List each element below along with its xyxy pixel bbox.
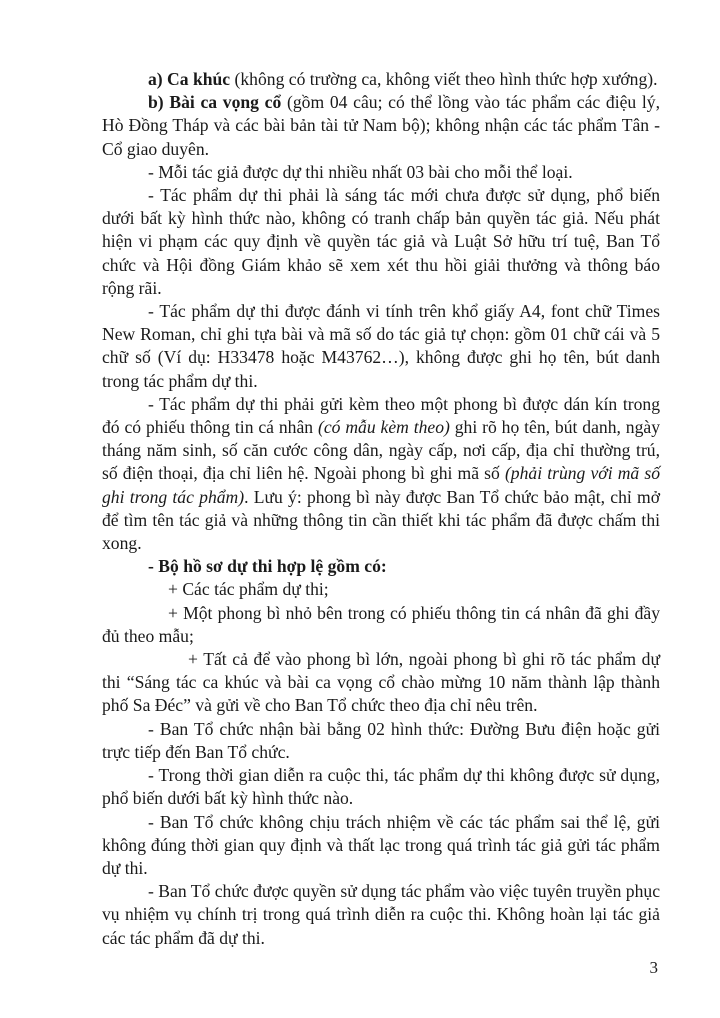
page-number: 3 [649,958,658,977]
paragraph-song [102,68,660,91]
paragraph-dossier-heading [102,555,660,578]
paragraph-format: - Tác phẩm dự thi được đánh vi tính trên khổ giấy A4, font chữ Times New Roman, chỉ ghi tựa bài và mã số do tác giả tự chọn: gồm 01 chữ cái và 5 chữ số (Ví dụ: H33478 hoặc M43762…), không được ghi họ tên, bút danh trong tác phẩm dự thi. [102,301,660,391]
envelope-note-2: (phải trùng với mã số ghi trong tác phẩm) [102,463,660,507]
heading-song: a) Ca khúc [148,69,231,89]
paragraph-originality: - Tác phẩm dự thi phải là sáng tác mới chưa được sử dụng, phổ biến dưới bất kỳ hình thức nào, không có tranh chấp bản quyền tác giả. Nếu phát hiện vi phạm các quy định về quyền tác giả và Luật Sở hữu trí tuệ, Ban Tổ chức và Hội đồng Giám khảo sẽ xem xét thu hồi giải thưởng và thông báo rộng rãi. [102,185,660,298]
paragraph-submission: - Ban Tổ chức nhận bài bằng 02 hình thức: Đường Bưu điện hoặc gửi trực tiếp đến Ban Tổ chức. [102,718,660,762]
paragraph-rights: - Ban Tổ chức được quyền sử dụng tác phẩm vào việc tuyên truyền phục vụ nhiệm vụ chính trị trong quá trình diễn ra cuộc thi. Không hoàn lại tác giả các tác phẩm đã dự thi. [102,881,660,948]
paragraph-song-text: (không có trường ca, không viết theo hình thức hợp xướng). [230,69,658,89]
dossier-item-3: + Tất cả để vào phong bì lớn, ngoài phong bì ghi rõ tác phẩm dự thi “Sáng tác ca khúc và bài ca vọng cổ chào mừng 10 năm thành lập thành phố Sa Đéc” và gửi về cho Ban Tổ chức theo địa chỉ nêu trên. [102,649,660,716]
dossier-item-2: + Một phong bì nhỏ bên trong có phiếu thông tin cá nhân đã ghi đầy đủ theo mẫu; [102,602,660,646]
envelope-text-a: - Tác phẩm dự thi phải gửi kèm theo một phong bì được dán kín trong đó có phiếu thông tin cá nhân [102,393,660,438]
dossier-heading: - Bộ hồ sơ dự thi hợp lệ gồm có: [148,556,387,577]
paragraph-vong-co [102,91,660,161]
envelope-text-c: . Lưu ý: phong bì này được Ban Tổ chức bảo mật, chỉ mở để tìm tên tác giả và những thông tin cần thiết khi tác phẩm đã được chấm thi xong. [102,486,660,554]
envelope-text-b: ghi rõ họ tên, bút danh, ngày tháng năm sinh, số căn cước công dân, ngày cấp, nơi cấp, địa chỉ thường trú, số điện thoại, địa chỉ liên hệ. Ngoài phong bì ghi mã số [102,417,660,484]
dossier-item-1: + Các tác phẩm dự thi; [168,579,329,600]
paragraph-limit: - Mỗi tác giả được dự thi nhiều nhất 03 bài cho mỗi thể loại. [148,161,573,182]
paragraph-vong-co-text: (gồm 04 câu; có thể lồng vào tác phẩm các điệu lý, Hò Đồng Tháp và các bài bản tài tử Nam bộ); không nhận các tác phẩm Tân - Cổ giao duyên. [102,92,661,159]
heading-vong-co: b) Bài ca vọng cổ [148,92,282,113]
envelope-note-1: (có mẫu kèm theo) [317,417,450,438]
paragraph-envelope [102,393,660,555]
paragraph-liability: - Ban Tổ chức không chịu trách nhiệm về các tác phẩm sai thể lệ, gửi không đúng thời gian quy định và thất lạc trong quá trình tác giả gửi tác phẩm dự thi. [102,811,660,878]
paragraph-usage-restriction: - Trong thời gian diễn ra cuộc thi, tác phẩm dự thi không được sử dụng, phổ biến dưới bất kỳ hình thức nào. [102,765,660,809]
